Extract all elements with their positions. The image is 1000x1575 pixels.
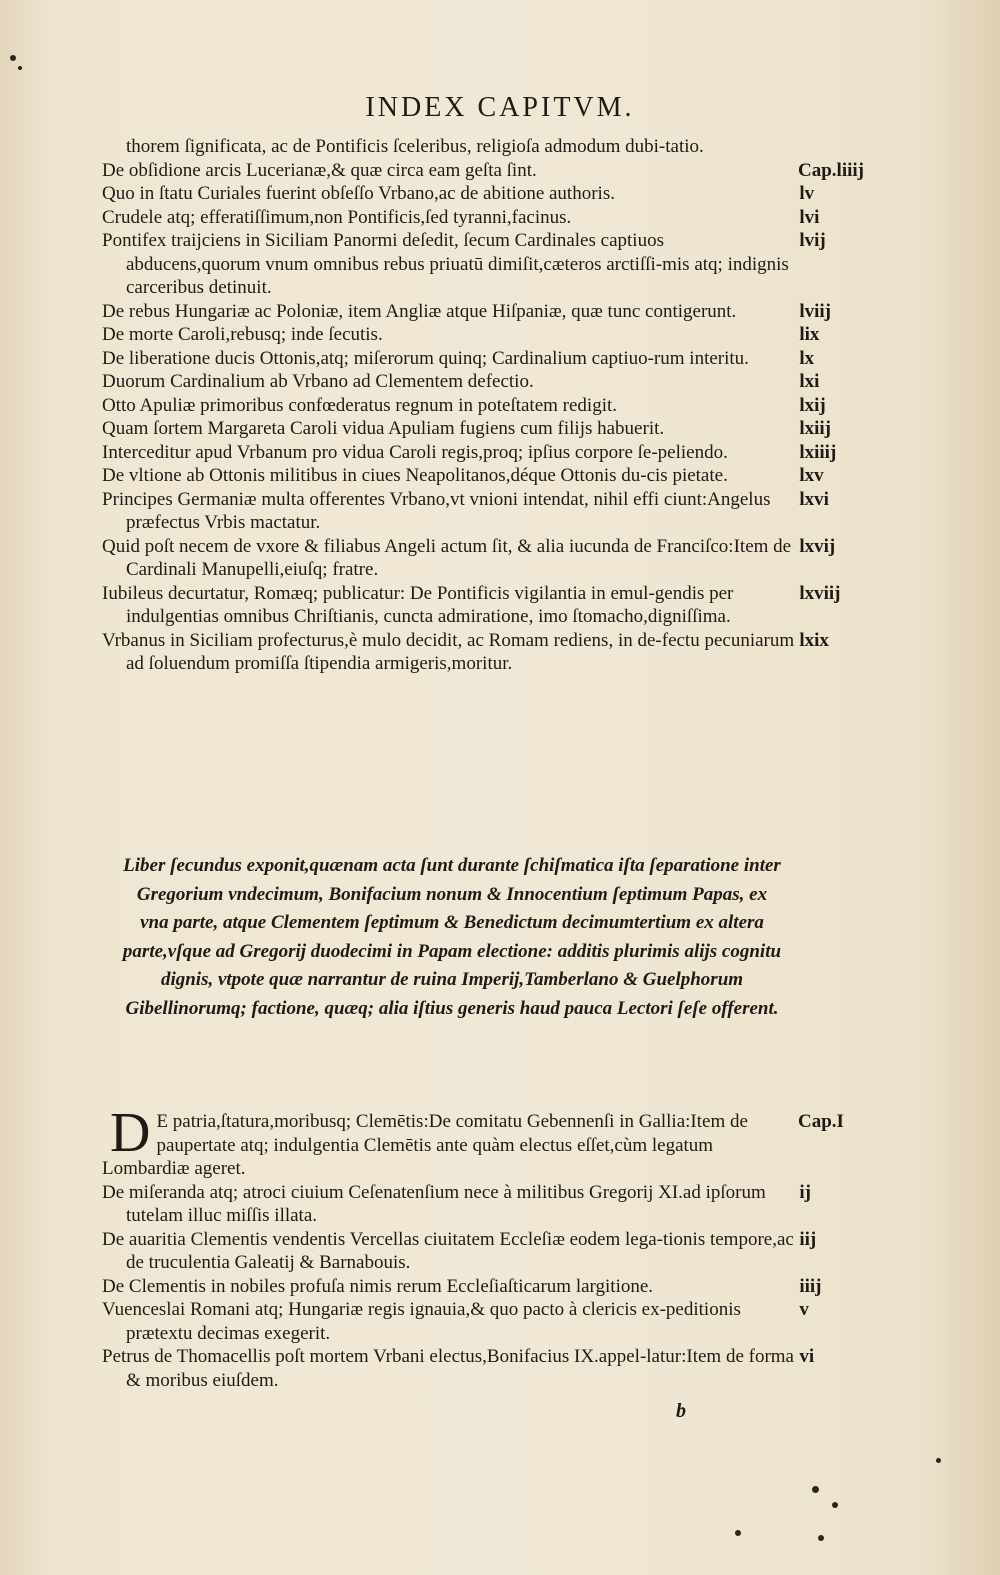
chapter-entry [102, 323, 854, 347]
chapter-entry [102, 441, 854, 465]
ink-spot [735, 1530, 741, 1536]
chapter-number: lxv [799, 465, 824, 486]
chapter-entry-text: Pontifex traijciens in Siciliam Panormi deſedit, ſecum Cardinales captiuos abducens,quorum vnum omnibus rebus priuatū dimiſit,cæteros arctiſſi-mis atq; indignis carceribus detinuit. [102, 230, 789, 298]
chapter-entry [102, 488, 854, 535]
chapter-number: lxi [799, 371, 820, 392]
chapter-entry-text: De miſeranda atq; atroci ciuium Ceſenatenſium nece à militibus Gregorij XI.ad ipſorum tutelam illuc miſſis illata. [102, 1181, 766, 1226]
chapter-entry [102, 370, 854, 394]
ink-spot [18, 66, 22, 70]
chapter-entry-text: Vrbanus in Siciliam profecturus,è mulo decidit, ac Romam rediens, in de-fectu pecuniarum ad ſoluendum promiſſa ſtipendia armigeris,moritur. [102, 629, 795, 674]
book-summary: Liber ſecundus exponit,quænam acta ſunt durante ſchiſmatica iſta ſeparatione inter Gregorium vndecimum, Bonifacium nonum & Innocentium ſeptimum Papas, ex vna parte, atque Clementem ſeptimum & Benedictum decimumtertium ex altera parte,vſque ad Gregorij duodecimi in Papam electione: additis plurimis alijs cognitu dignis, vtpote quæ narrantur de ruina Imperij,Tamberlano & Guelphorum Gibellinorumq; factione, quæq; alia iſtius generis haud pauca Lectori ſeſe offerent. [122, 855, 782, 1019]
chapter-number: lx [799, 347, 815, 369]
chapter-number: lxiij [799, 418, 832, 439]
chapter-entry [102, 1102, 854, 1181]
chapter-entry [102, 1275, 854, 1299]
chapter-entry-text [102, 1102, 792, 1181]
chapter-entry-text: Crudele atq; efferatiſſimum,non Pontificis,ſed tyranni,facinus. [102, 206, 572, 228]
chapter-number: Cap.liiij [798, 159, 864, 181]
chapter-entry-text: Duorum Cardinalium ab Vrbano ad Clementem defectio. [102, 371, 534, 392]
chapter-entry [102, 1298, 854, 1345]
ink-spot [936, 1458, 941, 1463]
chapter-entry-text: Petrus de Thomacellis poſt mortem Vrbani electus,Bonifacius IX.appel-latur:Item de forma & moribus eiuſdem. [102, 1346, 794, 1391]
page-title: INDEX CAPITVM. [365, 92, 635, 123]
chapter-entry-text: De morte Caroli,rebusq; inde ſecutis. [102, 324, 383, 345]
chapter-number: lviij [799, 300, 832, 322]
chapter-entry-text: De obſidione arcis Lucerianæ,& quæ circa eam geſta ſint. [102, 159, 537, 181]
chapter-entry [102, 1228, 854, 1275]
chapter-entry-text: Quo in ſtatu Curiales fuerint obſeſſo Vrbano,ac de abitione authoris. [102, 183, 615, 204]
drop-capital: D [110, 1102, 151, 1164]
chapter-number: lxvi [799, 488, 829, 510]
chapter-entry [102, 135, 854, 159]
chapter-entry-text: thorem ſignificata, ac de Pontificis ſceleribus, religioſa admodum dubi-tatio. [126, 136, 704, 157]
signature-mark: b [676, 1400, 686, 1422]
chapter-entry [102, 182, 854, 206]
chapter-entry [102, 206, 854, 230]
chapter-entry-text: Iubileus decurtatur, Romæq; publicatur: De Pontificis vigilantia in emul-gendis per indulgentias omnibus Chriſtianis, cuncta admiratione, imo ſtomacho,digniſſima. [102, 582, 734, 627]
chapter-number: v [799, 1299, 809, 1320]
chapter-number: lvij [799, 230, 826, 251]
chapter-entry [102, 229, 854, 300]
ink-spot [812, 1486, 819, 1493]
ink-spot [10, 55, 16, 61]
ink-spot [832, 1502, 838, 1508]
chapter-number: lvi [799, 206, 820, 228]
chapter-entry [102, 535, 854, 582]
chapter-entry [102, 629, 854, 676]
chapter-entries [102, 1181, 854, 1393]
chapter-number: lxij [799, 394, 826, 416]
chapter-entry-text: Principes Germaniæ multa offerentes Vrbano,vt vnioni intendat, nihil effi ciunt:Angelus præfectus Vrbis mactatur. [102, 488, 771, 533]
chapter-number: ij [799, 1181, 811, 1203]
chapter-entry [102, 464, 854, 488]
chapter-entry-text: De auaritia Clementis vendentis Vercellas ciuitatem Eccleſiæ eodem lega-tionis tempore,ac de truculentia Galeatij & Barnabouis. [102, 1228, 794, 1273]
chapter-number: lxix [799, 629, 829, 651]
chapter-number: lv [799, 183, 815, 204]
chapter-number: Cap.I [798, 1111, 844, 1132]
chapter-number: iiij [799, 1275, 822, 1297]
ink-spot [818, 1535, 824, 1541]
chapter-entry-text: De Clementis in nobiles profuſa nimis rerum Eccleſiaſticarum largitione. [102, 1275, 654, 1297]
chapter-entry [102, 300, 854, 324]
chapter-entry [102, 417, 854, 441]
chapter-entry-body: E patria,ſtatura,moribusq; Clemētis:De comitatu Gebennenſi in Gallia:Item de paupertate atq; indulgentia Clemētis ante quàm electus eſſet,cùm legatum Lombardiæ ageret. [102, 1111, 748, 1179]
chapter-entry [102, 159, 864, 183]
chapter-number: vi [799, 1346, 815, 1367]
chapter-number: lxiiij [799, 441, 837, 463]
chapter-entry [102, 582, 854, 629]
chapter-entry-text: Quid poſt necem de vxore & filiabus Angeli actum ſit, & alia iucunda de Franciſco:Item de Cardinali Manupelli,eiuſq; fratre. [102, 535, 792, 580]
chapter-entry [102, 1181, 854, 1228]
chapter-entry-text: Interceditur apud Vrbanum pro vidua Caroli regis,proq; ipſius corpore ſe-peliendo. [102, 441, 728, 463]
chapter-entry-text: De liberatione ducis Ottonis,atq; miſerorum quinq; Cardinalium captiuo-rum interitu. [102, 347, 749, 369]
chapter-entry [102, 1345, 854, 1392]
chapter-entry-text: Quam ſortem Margareta Caroli vidua Apuliam fugiens cum filijs habuerit. [102, 418, 665, 439]
chapter-entry-text: De rebus Hungariæ ac Poloniæ, item Angliæ atque Hiſpaniæ, quæ tunc contigerunt. [102, 300, 737, 322]
chapter-number: lix [799, 324, 820, 345]
chapter-index-list [102, 135, 864, 676]
chapter-entry [102, 394, 854, 418]
chapter-index-list-book-two [102, 1102, 854, 1392]
chapter-number: lxviij [799, 582, 841, 604]
chapter-entry-text: Vuenceslai Romani atq; Hungariæ regis ignauia,& quo pacto à clericis ex-peditionis prætextu decimas exegerit. [102, 1299, 741, 1344]
chapter-number: iij [799, 1228, 817, 1250]
chapter-number: lxvij [799, 535, 836, 557]
chapter-entry [102, 347, 854, 371]
chapter-entry-text: De vltione ab Ottonis militibus in ciues Neapolitanos,déque Ottonis du-cis pietate. [102, 465, 728, 486]
chapter-entry-text: Otto Apuliæ primoribus confœderatus regnum in poteſtatem redigit. [102, 394, 618, 416]
